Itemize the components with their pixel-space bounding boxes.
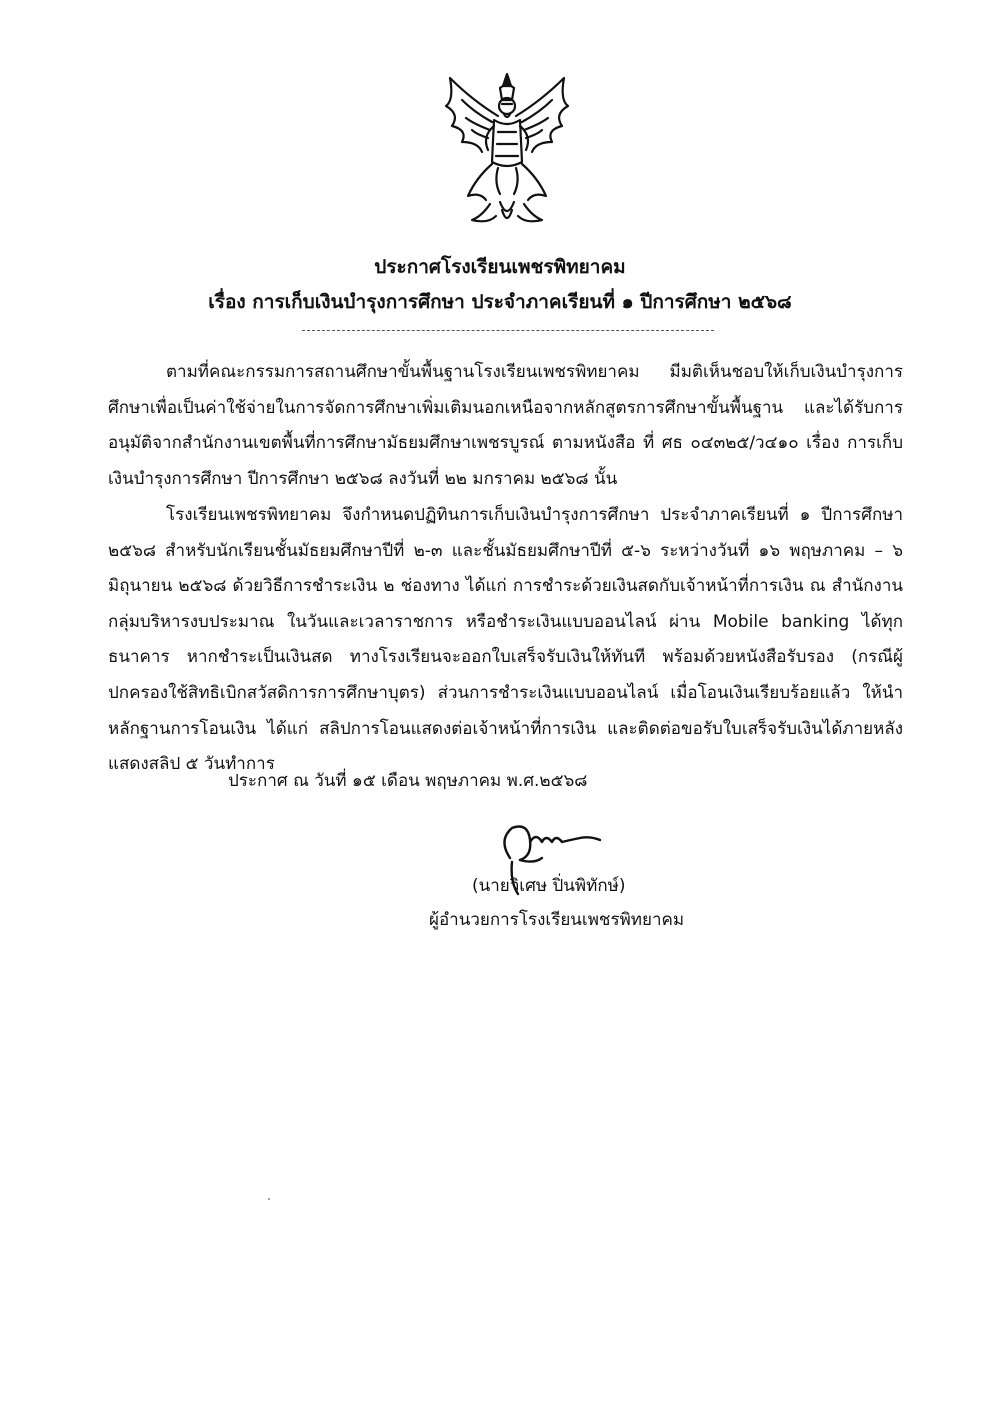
garuda-emblem-icon [432,70,582,230]
title-divider [302,330,714,331]
announcement-subject: เรื่อง การเก็บเงินบำรุงการศึกษา ประจำภาคเรียนที่ ๑ ปีการศึกษา ๒๕๖๘ [208,291,792,313]
announcement-title: ประกาศโรงเรียนเพชรพิทยาคม [374,256,626,278]
scan-speck [268,1198,270,1200]
body-paragraph-1: ตามที่คณะกรรมการสถานศึกษาขั้นพื้นฐานโรงเรียนเพชรพิทยาคม มีมติเห็นชอบให้เก็บเงินบำรุงการศึกษาเพื่อเป็นค่าใช้จ่ายในการจัดการศึกษาเพิ่มเติมนอกเหนือจากหลักสูตรการศึกษาขั้นพื้นฐาน และได้รับการอนุมัติจากสำนักงานเขตพื้นที่การศึกษามัธยมศึกษาเพชรบูรณ์ ตามหนังสือ ที่ ศธ ๐๔๓๒๕/ว๔๑๐ เรื่อง การเก็บเงินบำรุงการศึกษา ปีการศึกษา ๒๕๖๘ ลงวันที่ ๒๒ มกราคม ๒๕๖๘ นั้น [108,362,903,489]
signer-position: ผู้อำนวยการโรงเรียนเพชรพิทยาคม [429,910,685,930]
body-paragraph-2: โรงเรียนเพชรพิทยาคม จึงกำหนดปฏิทินการเก็บเงินบำรุงการศึกษา ประจำภาคเรียนที่ ๑ ปีการศึกษา ๒๕๖๘ สำหรับนักเรียนชั้นมัธยมศึกษาปีที่ ๒-๓ และชั้นมัธยมศึกษาปีที่ ๕-๖ ระหว่างวันที่ ๑๖ พฤษภาคม – ๖ มิถุนายน ๒๕๖๘ ด้วยวิธีการชำระเงิน ๒ ช่องทาง ได้แก่ การชำระด้วยเงินสดกับเจ้าหน้าที่การเงิน ณ สำนักงานกลุ่มบริหารงบประมาณ ในวันและเวลาราชการ หรือชำระเงินแบบออนไลน์ ผ่าน Mobile banking ได้ทุกธนาคาร หากชำระเป็นเงินสด ทางโรงเรียนจะออกใบเสร็จรับเงินให้ทันที พร้อมด้วยหนังสือรับรอง (กรณีผู้ปกครองใช้สิทธิเบิกสวัสดิการการศึกษาบุตร) ส่วนการชำระเงินแบบออนไลน์ เมื่อโอนเงินเรียบร้อยแล้ว ให้นำหลักฐานการโอนเงิน ได้แก่ สลิปการโอนแสดงต่อเจ้าหน้าที่การเงิน และติดต่อขอรับใบเสร็จรับเงินได้ภายหลังแสดงสลิป ๕ วันทำการ [108,505,903,775]
signer-name: (นายวิเศษ ปิ่นพิทักษ์) [472,876,626,896]
announcement-date: ประกาศ ณ วันที่ ๑๕ เดือน พฤษภาคม พ.ศ.๒๕๖๘ [228,771,588,791]
